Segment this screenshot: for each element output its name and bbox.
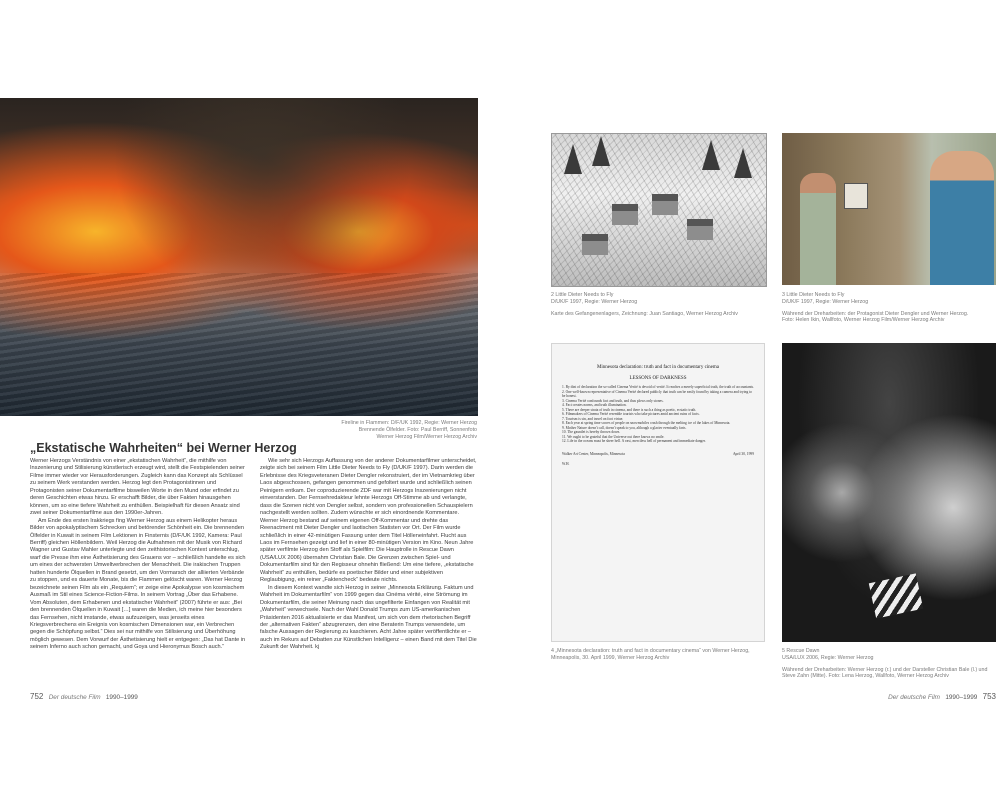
running-title: Der deutsche Film [888, 694, 940, 701]
doc-line: 5. There are deeper strata of truth in cinema, and there is such a thing as poetic, ecstatic truth. [562, 407, 697, 412]
rescue-dawn-set-photo [782, 343, 996, 642]
sketch-caption [551, 292, 765, 317]
doc-line: 12. Life in the oceans must be sheer hell. A vast, merciless hell of permanent and immediate danger. [562, 439, 706, 443]
caption-line: Brennende Ölfelder. Foto: Paul Berriff, Sonnenfoto [358, 426, 477, 433]
jungle-caption [782, 292, 996, 324]
doc-line: 10. The gauntlet is hereby thrown down. [562, 430, 621, 434]
caption-line: Werner Herzog Film/Werner Herzog Archiv [376, 433, 477, 440]
jungle-set-photo [782, 133, 996, 285]
doc-line: 3. Cinema Verité confounds fact and truth, and thus plows only stones. [562, 398, 664, 403]
left-folio [30, 692, 138, 701]
caption-line: D/UK/F 1997, Regie: Werner Herzog [551, 298, 638, 305]
doc-place: Walker Art Center, Minneapolis, Minnesota [562, 451, 625, 456]
doc-signature: W.H. [562, 462, 570, 466]
running-years: 1990–1999 [105, 694, 138, 701]
oilfield-fire-photo [0, 98, 478, 416]
doc-line: 4. Fact creates norms, and truth illumination. [562, 403, 627, 407]
caption-line: 4 „Minnesota declaration: truth and fact in documentary cinema“ von Werner Herzog, [551, 648, 750, 654]
fire-photo-caption [327, 420, 477, 440]
bw-photo-caption [782, 648, 996, 680]
running-title: Der deutsche Film [48, 694, 101, 701]
doc-line: 2. One well-known representative of Cinema Verité declared publicly that truth can be easily found by taking a camera and trying to be honest. [562, 389, 752, 398]
paragraph: In diesem Kontext wandte sich Herzog in seiner „Minnesota Erklärung. Faktum und Wahrheit im Dokumentarfilm“ von 1999 gegen das Cinéma vérité, eine Strömung im Dokumentarfilm, die seiner Meinung nach das ungefilterte Einfangen von Realität mit „Wahrheit“ verwechsele. Nach der Wahl Donald Trumps zum US-amerikanischen Präsidenten 2016 aktualisierte er das Manifest, um sich von dem rhetorischen Begriff der „alternativen Fakten“ abzugrenzen, den eine Beraterin Trumps verwendete, um falsche Aussagen der Regierung zu kaschieren. Acht Jahre später veröffentlichte er – auch im Rekurs auf Debatten zur Künstlichen Intelligenz – einen Band mit dem Titel Die Zukunft der Wahrheit. kj [260, 584, 477, 651]
caption-line: USA/LUX 2006, Regie: Werner Herzog [782, 654, 874, 661]
caption-line: Fireline in Flammen: D/F/UK 1992, Regie: Werner Herzog [341, 420, 477, 426]
caption-line: Während der Dreharbeiten: der Protagonist Dieter Dengler und Werner Herzog. [782, 310, 969, 317]
article-heading: „Ekstatische Wahrheiten“ bei Werner Herzog [30, 441, 297, 455]
caption-line: Karte des Gefangenenlagers, Zeichnung: Juan Santiago, Werner Herzog Archiv [551, 310, 738, 317]
doc-line: 7. Tourism is sin, and travel on foot virtue. [562, 416, 624, 421]
prison-camp-sketch [551, 133, 767, 287]
paragraph: Werner Herzogs Verständnis von einer „ekstatischen Wahrheit“, die mithilfe von Inszenierung und Stilisierung künstlerisch erzeugt wird, stellt die Festspielenden seiner Filme immer wieder vor Herausforderungen. Zugleich kann das Konzept als Schlüssel zu seinem Werk verstanden werden. Herzog legt den Protagonistinnen und Protagonisten seiner Dokumentarfilme bisweilen Worte in den Mund oder erfindet zu deren Geschichten etwas hinzu. Er erschafft Bilder, die über Fakten hinausgehen können, um so eine tiefere Wahrheit zu enthüllen. Beispielhaft für diesen Ansatz sind zwei seiner Dokumentarfilme aus den 1990er-Jahren. [30, 458, 245, 517]
caption-line: D/UK/F 1997, Regie: Werner Herzog [782, 298, 869, 305]
caption-line: Minneapolis, 30. April 1999, Werner Herzog Archiv [551, 654, 670, 661]
page-number: 753 [982, 692, 996, 701]
paragraph: Wie sehr sich Herzogs Auffassung von der anderer Dokumentarfilmer unterscheidet, zeigte sich bei seinem Film Little Dieter Needs to Fly (D/UK/F 1997). Darin werden die Erlebnisse des Kriegsveteranen Dieter Dengler rekonstruiert, der im Vietnamkrieg über Laos abgeschossen, gefangen genommen und gefoltert wurde und schließlich seinen Peinigern entkam. Der coproduzierende ZDF war mit Herzogs Inszenierungen nicht einverstanden. Der Fernsehredakteur lehnte Herzogs Off-Stimme ab und verlangte, dass die Szenen nicht von Dengler selbst, sondern von professionellen Schauspielern nachgestellt werden sollten. Zudem wünschte er sich einordnende Kommentare. Werner Herzog bestand auf seinem eigenen Off-Kommentar und drehte das Reenactment mit Dieter Dengler und laotischen Statisten vor Ort. Der Film wurde schließlich in einer 42-minütigen Fassung unter dem Titel Hölleneinfahrt. Flucht aus Laos im Fernsehen gezeigt und lief in einer 80-minütigen Version im Kino. Neun Jahre später verfilmte Herzog den Stoff als Spielfilm: Die Hauptrolle in Rescue Dawn (USA/LUX 2006) übernahm Christian Bale. Die Grenzen zwischen Spiel- und Dokumentarfilm sind für den Regisseur ohnehin fließend: Um eine tiefere, „ekstatische Wahrheit“ zu enthüllen, bedürfe es poetischer Bilder und einer subjektiven Reglaubigung, ein reiner „Faktencheck“ bedeute nichts. [260, 458, 477, 584]
page-number: 752 [30, 692, 44, 701]
doc-line: 9. Mother Nature doesn't call, doesn't speak to you, although a glacier eventually farts. [562, 425, 687, 430]
article-column-1 [30, 458, 248, 652]
doc-header: Minnesota declaration: truth and fact in documentary cinema [596, 365, 720, 370]
doc-line: 1. By dint of declaration the so-called Cinema Verité is devoid of verité. It reaches a merely superficial truth, the truth of accountants. [562, 385, 754, 389]
running-years: 1990–1999 [945, 694, 978, 701]
caption-line: 3 Little Dieter Needs to Fly [782, 292, 845, 298]
document-caption [551, 648, 771, 662]
caption-line: 2 Little Dieter Needs to Fly [551, 292, 614, 298]
doc-line: 8. Each year at spring time scores of people on snowmobiles crash through the melting ice of the lakes of Minnesota. [562, 421, 731, 425]
article-column-2 [260, 458, 478, 652]
doc-line: 11. We ought to be grateful that the Universe out there knows no smile. [562, 434, 665, 439]
caption-line: Während der Dreharbeiten: Werner Herzog (r.) und der Darsteller Christian Bale (l.) und [782, 666, 988, 673]
caption-line: 5 Rescue Dawn [782, 648, 820, 654]
doc-date: April 30, 1999 [732, 451, 754, 456]
caption-line: Foto: Helen Ikin, Wallfoto, Werner Herzog Film/Werner Herzog Archiv [782, 317, 945, 324]
caption-line: Steve Zahn (Mitte). Foto: Lena Herzog, Wallfoto, Werner Herzog Archiv [782, 673, 949, 680]
minnesota-declaration-document [551, 343, 765, 642]
doc-line: 6. Filmmakers of Cinema Verité resemble tourists who take pictures amid ancient ruins of facts. [562, 412, 700, 416]
right-folio [888, 692, 996, 701]
doc-subheader: LESSONS OF DARKNESS [629, 376, 687, 381]
paragraph: Am Ende des ersten Irakkriegs fing Werner Herzog aus einem Helikopter heraus Bilder von apokalyptischem Schrecken und betörender Schönheit ein. Die brennenden Ölfelder in Kuwait in seinem Film Lektionen in Finsternis (D/F/UK 1992, Kamera: Paul Berriff) gleichen Höllenbildern. Weil Herzog die Aufnahmen mit der Musik von Richard Wagner und Gustav Mahler unterlegte und den zeithistorischen Kontext unterschlug, warf die Presse ihm eine Ästhetisierung des Grauens vor – schließlich handelte es sich um eines der schwersten Umweltverbrechen der Menschheit. Die irakischen Truppen hatten hunderte Ölquellen in Brand gesetzt, um den Vormarsch der alliierten Verbände zu stoppen, und es dauerte Monate, bis die Flammen gelöscht waren. Werner Herzog bezeichnete seinen Film als ein „Requiem“; er zeige eine Apokalypse von kosmischem Ausmaß im Stil eines Science-Fiction-Films. In seinem Vortrag „Über das Erhabene. Vom Absoluten, dem Erhabenen und ekstatischer Wahrheit“ (2007) führte er aus: „Bei den brennenden Ölquellen in Kuwait […] waren die Medien, ich meine hier besonders das Fernsehen, nicht imstande, etwas aufzuzeigen, was jenseits eines Kriegsverbrechens ein Ereignis von kosmischen Dimensionen war, ein Verbrechen gegen die Schöpfung selbst.“ Dies sei nur mithilfe von Stilisierung und Überhöhung möglich gewesen. Dem Vorwurf der Ästhetisierung hielt er entgegen: „Das hat Dante in seinem Inferno auch schon gemacht, und Goya und Hieronymus Bosch auch.“ [30, 517, 246, 651]
